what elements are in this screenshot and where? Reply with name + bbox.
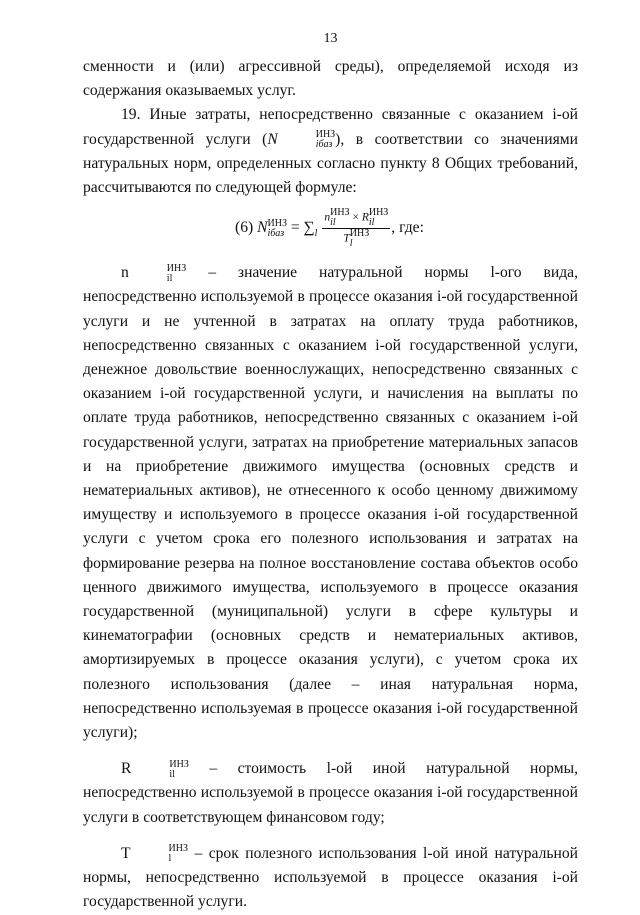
formula-numerator: n ИНЗ il × R ИНЗ il (324, 207, 389, 229)
formula-6 (235, 208, 578, 249)
definition-r-text: – стоимость l-ой иной натуральной нормы, непосредственно используемой в процессе оказания i-ой государственной услуги в соответствующем финансовом году; (83, 760, 578, 826)
definition-r: R ИНЗ il – стоимость l-ой иной натуральной нормы, непосредственно используемой в процессе оказания i-ой государственной услуги в соответствующем финансовом году; (83, 758, 578, 826)
document-page (83, 30, 578, 915)
formula-indices: ИНЗ iбаз (315, 129, 336, 151)
definition-t-symbol: T (121, 844, 131, 862)
formula-label: (6) (235, 219, 258, 237)
formula-denominator: T ИНЗ l (343, 228, 370, 250)
paragraph-19-start: 19. Иные затраты, непосредственно связанные с оказанием i-ой государственной услуги ( (83, 106, 578, 148)
formula-symbol-n: N (267, 130, 278, 148)
paragraph-19 (83, 103, 578, 200)
formula-fraction (322, 208, 390, 249)
formula-sum-index: l (314, 228, 318, 240)
definition-n-text: – значение натуральной нормы l-ого вида, непосредственно используемой в процессе оказания i-ой государственной услуги и не учтенной в затратах на оплату труда работников, непосредственно связанных с оказанием i-ой государственной услуги, денежное довольствие военнослужащих, непосредственно связанных с оказанием i-ой государственной услуги, и начисления на выплаты по оплате труда работников, непосредственно связанных с оказанием i-ой государственной услуги, затратах на приобретение материальных запасов и на приобретение движимого имущества (основных средств и нематериальных активов), не отнесенного к особо ценному движимому имуществу и используемого в процессе оказания i-ой государственной услуги с учетом срока его полезного использования и затратах на формирование резерва на полное восстановление состава объектов особо ценного движимого имущества, используемого в процессе оказания государственной (муниципальной) услуги в сфере культуры и кинематографии (основных средств и нематериальных активов, амортизируемых в процессе оказания услуги), с учетом срока их полезного использования (далее – иная натуральная норма, непосредственно используемая в процессе оказания i-ой государственной услуги); (83, 264, 578, 742)
formula-equals-sum: = ∑ (286, 219, 315, 237)
definition-t-text: – срок полезного использования l-ой иной натуральной нормы, непосредственно используемой в процессе оказания i-ой государственной услуги. (83, 844, 578, 911)
definition-n: n ИНЗ il – значение натуральной нормы l-ого вида, непосредственно используемой в процессе оказания i-ой государственной услуги и не учтенной в затратах на оплату труда работников, непосредственно связанных с оказанием i-ой государственной услуги, денежное довольствие военнослужащих, непосредственно связанных с оказанием i-ой государственной услуги, и начисления на выплаты по оплате труда работников, непосредственно связанных с оказанием i-ой государственной услуги, затратах на приобретение материальных запасов и на приобретение движимого имущества (основных средств и нематериальных активов), не отнесенного к особо ценному движимому имуществу и используемого в процессе оказания i-ой государственной услуги с учетом срока его полезного использования и затратах на формирование резерва на полное восстановление состава объектов особо ценного движимого имущества, используемого в процессе оказания государственной (муниципальной) услуги в сфере культуры и кинематографии (основных средств и нематериальных активов, амортизируемых в процессе оказания услуги), с учетом срока их полезного использования (далее – иная натуральная норма, непосредственно используемая в процессе оказания i-ой государственной услуги); (83, 262, 578, 742)
formula-lhs-indices: ИНЗ iбаз (267, 217, 287, 239)
formula-tail: , где: (391, 219, 424, 237)
paragraph-intro: сменности и (или) агрессивной среды), определяемой исходя из содержания оказываемых услуг. (83, 58, 578, 100)
formula-lhs-symbol: N (257, 219, 268, 237)
definition-n-symbol: n (121, 264, 129, 282)
definition-r-symbol: R (121, 760, 132, 778)
definition-t: T ИНЗ l – срок полезного использования l-ой иной натуральной нормы, непосредственно используемой в процессе оказания i-ой государственной услуги. (83, 843, 578, 911)
page-number: 13 (323, 31, 338, 46)
paragraph-19-end: ), в соответствии со значениями натуральных норм, определенных согласно пункту 8 Общих требований, рассчитываются по следующей формуле: (83, 130, 578, 197)
